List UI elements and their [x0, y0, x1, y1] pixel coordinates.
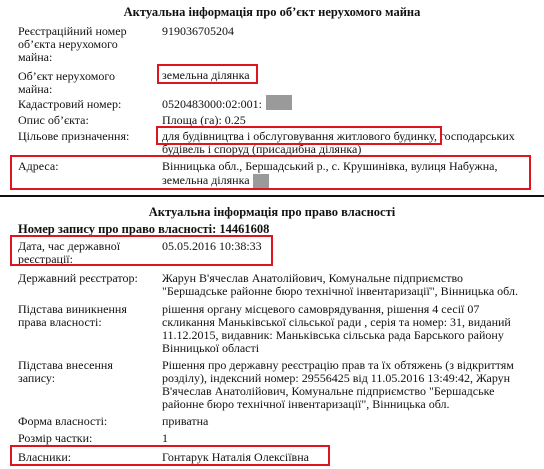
registration-number-label-line3: майна:	[18, 50, 53, 64]
basis-label-line1: Підстава виникнення	[18, 302, 127, 316]
basis-value-line3: 11.12.2015, видавник: Маньківська сільська рада Барського району	[162, 328, 504, 342]
registrar-value-line2: "Бершадське районне бюро технічної інвентаризації", Вінницька обл.	[162, 284, 518, 298]
object-label-line2: майна:	[18, 82, 53, 96]
basis-value-line1: рішення органу місцевого самоврядування, рішення 4 сесії 07	[162, 302, 480, 316]
owners-value: Гонтарук Наталія Олексіївна	[162, 450, 309, 464]
purpose-highlight-box	[156, 126, 442, 145]
owners-label: Власники:	[18, 450, 72, 464]
entry-basis-value-line1: Рішення про державну реєстрацію прав та їх обтяжень (з відкриттям	[162, 358, 514, 372]
property-section-title: Актуальна інформація про об’єкт нерухомого майна	[123, 5, 421, 19]
share-value: 1	[162, 431, 168, 445]
object-label-line1: Об’єкт нерухомого	[18, 69, 115, 83]
registrar-value-line1: Жарун В'ячеслав Анатолійович, Комунальне підприємство	[162, 271, 464, 285]
date-highlight-box	[10, 235, 273, 266]
address-label: Адреса:	[18, 159, 59, 173]
entry-basis-value-line3: В'ячеслав Анатолійович, Комунальне підприємство "Бершадське	[162, 384, 495, 398]
date-label-line1: Дата, час державної	[18, 239, 121, 253]
ownership-section-title: Актуальна інформація про право власності	[148, 205, 396, 219]
share-label: Розмір частки:	[18, 431, 93, 445]
registration-number-label-line2: об’єкта нерухомого	[18, 37, 118, 51]
entry-basis-label-line1: Підстава внесення	[18, 358, 113, 372]
purpose-value-boxed: для будівництва і обслуговування житлового будинку	[162, 129, 434, 143]
basis-label-line2: права власності:	[18, 315, 102, 329]
basis-value-line4: Вінницької області	[162, 341, 260, 355]
date-label-line2: реєстрації:	[18, 252, 73, 266]
purpose-label: Цільове призначення:	[18, 129, 130, 143]
address-highlight-box	[10, 155, 531, 190]
section-divider	[0, 195, 544, 197]
registration-number-value: 919036705204	[162, 24, 234, 38]
record-number-label: Номер запису про право власності:	[18, 222, 217, 236]
registrar-label: Державний реєстратор:	[18, 271, 138, 285]
date-value: 05.05.2016 10:38:33	[162, 239, 262, 253]
object-highlight-box	[157, 64, 258, 84]
description-value: Площа (га): 0.25	[162, 113, 246, 127]
owners-highlight-box	[10, 445, 330, 466]
cadastral-value: 0520483000:02:001:	[162, 97, 263, 111]
address-value-line1: Вінницька обл., Бершадський р., с. Крушинівка, вулиця Набужна,	[162, 159, 498, 173]
cadastral-label: Кадастровий номер:	[18, 97, 122, 111]
form-value: приватна	[162, 414, 209, 428]
description-label: Опис об’єкта:	[18, 113, 89, 127]
purpose-value-line2: будівель і споруд (присадибна ділянка)	[162, 142, 362, 156]
cadastral-redaction	[266, 95, 292, 110]
form-label: Форма власності:	[18, 414, 108, 428]
record-number-value: 14461608	[219, 222, 270, 236]
basis-value-line2: скликання Маньківської сільської ради , серія та номер: 31, виданий	[162, 315, 511, 329]
entry-basis-label-line2: запису:	[18, 371, 56, 385]
object-value: земельна ділянка	[162, 68, 250, 82]
address-value-line2: земельна ділянка	[162, 173, 250, 187]
entry-basis-value-line4: районне бюро технічної інвентаризації", Вінницька обл.	[162, 397, 450, 411]
entry-basis-value-line2: розділу), індексний номер: 29556425 від 11.05.2016 13:49:42, Жарун	[162, 371, 511, 385]
registration-number-label-line1: Реєстраційний номер	[18, 24, 127, 38]
purpose-value-rest: , господарських	[433, 129, 515, 143]
